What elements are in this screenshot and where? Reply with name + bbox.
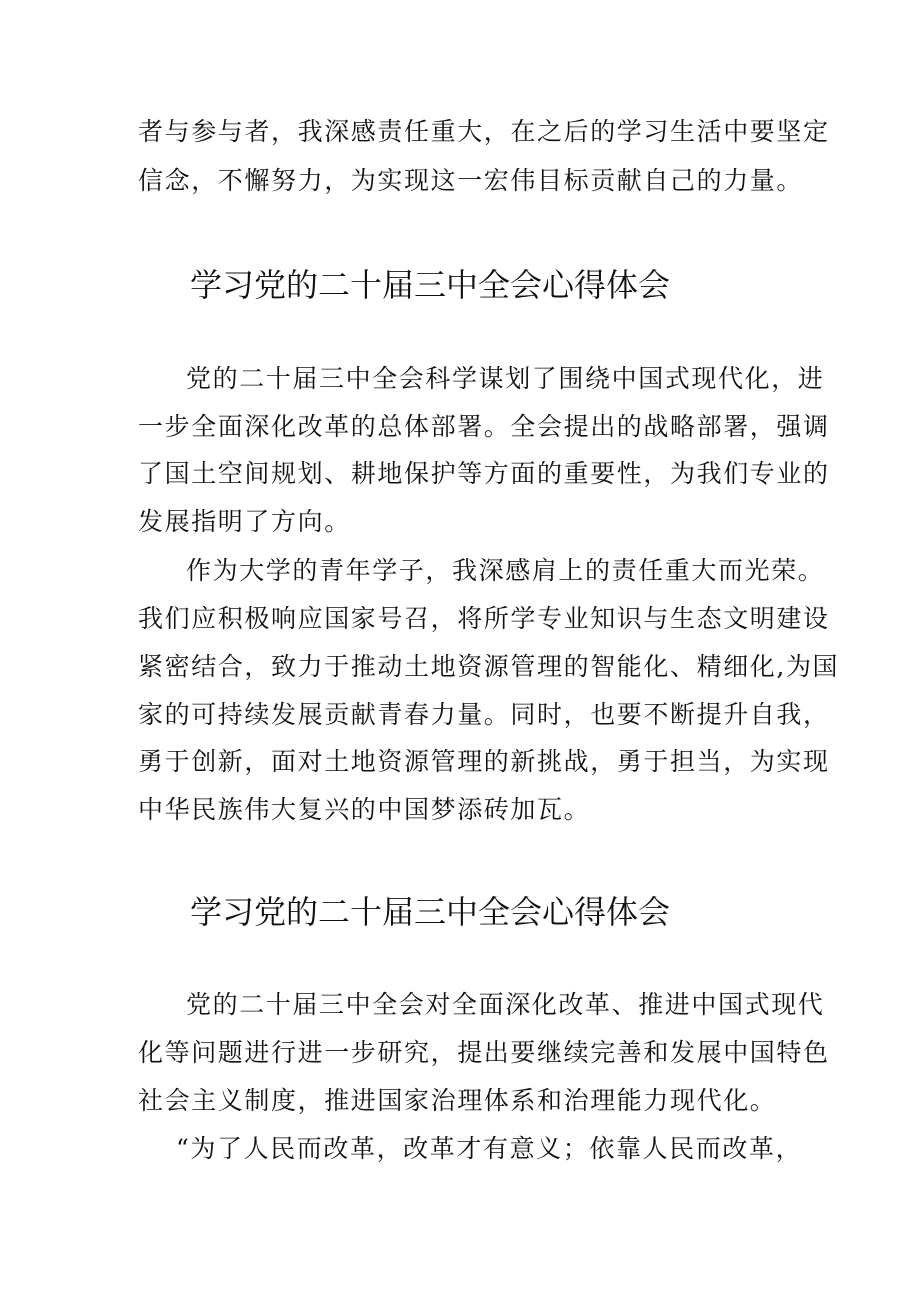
section1-p2-line-1: 作为大学的青年学子，我深感肩上的责任重大而光荣。 bbox=[186, 556, 825, 585]
section1-p1-line-4: 发展指明了方向。 bbox=[138, 507, 351, 536]
section1-p1-line-1: 党的二十届三中全会科学谋划了围绕中国式现代化，进 bbox=[186, 364, 825, 393]
section1-p2-line-6: 中华民族伟大复兴的中国梦添砖加瓦。 bbox=[138, 795, 591, 824]
section2-p2-line-1: “为了人民而改革，改革才有意义；依靠人民而改革， bbox=[176, 1134, 803, 1163]
section1-p2-line-5: 勇于创新，面对土地资源管理的新挑战，勇于担当，为实现 bbox=[138, 747, 830, 776]
section2-p1-line-2: 化等问题进行进一步研究，提出要继续完善和发展中国特色 bbox=[138, 1038, 830, 1067]
section2-p1-line-3: 社会主义制度，推进国家治理体系和治理能力现代化。 bbox=[138, 1086, 777, 1115]
section1-p2-line-3: 紧密结合，致力于推动土地资源管理的智能化、精细化,为国 bbox=[138, 652, 840, 681]
intro-line-2: 信念，不懈努力，为实现这一宏伟目标贡献自己的力量。 bbox=[138, 166, 804, 195]
intro-line-1: 者与参与者，我深感责任重大，在之后的学习生活中要坚定 bbox=[138, 117, 830, 146]
section2-title: 学习党的二十届三中全会心得体会 bbox=[190, 893, 671, 931]
section1-title: 学习党的二十届三中全会心得体会 bbox=[190, 266, 671, 304]
section1-p1-line-2: 一步全面深化改革的总体部署。全会提出的战略部署，强调 bbox=[138, 412, 830, 441]
section1-p1-line-3: 了国土空间规划、耕地保护等方面的重要性，为我们专业的 bbox=[138, 459, 830, 488]
section2-p1-line-1: 党的二十届三中全会对全面深化改革、推进中国式现代 bbox=[186, 990, 825, 1019]
section1-p2-line-4: 家的可持续发展贡献青春力量。同时，也要不断提升自我， bbox=[138, 700, 830, 729]
section1-p2-line-2: 我们应积极响应国家号召，将所学专业知识与生态文明建设 bbox=[138, 604, 830, 633]
